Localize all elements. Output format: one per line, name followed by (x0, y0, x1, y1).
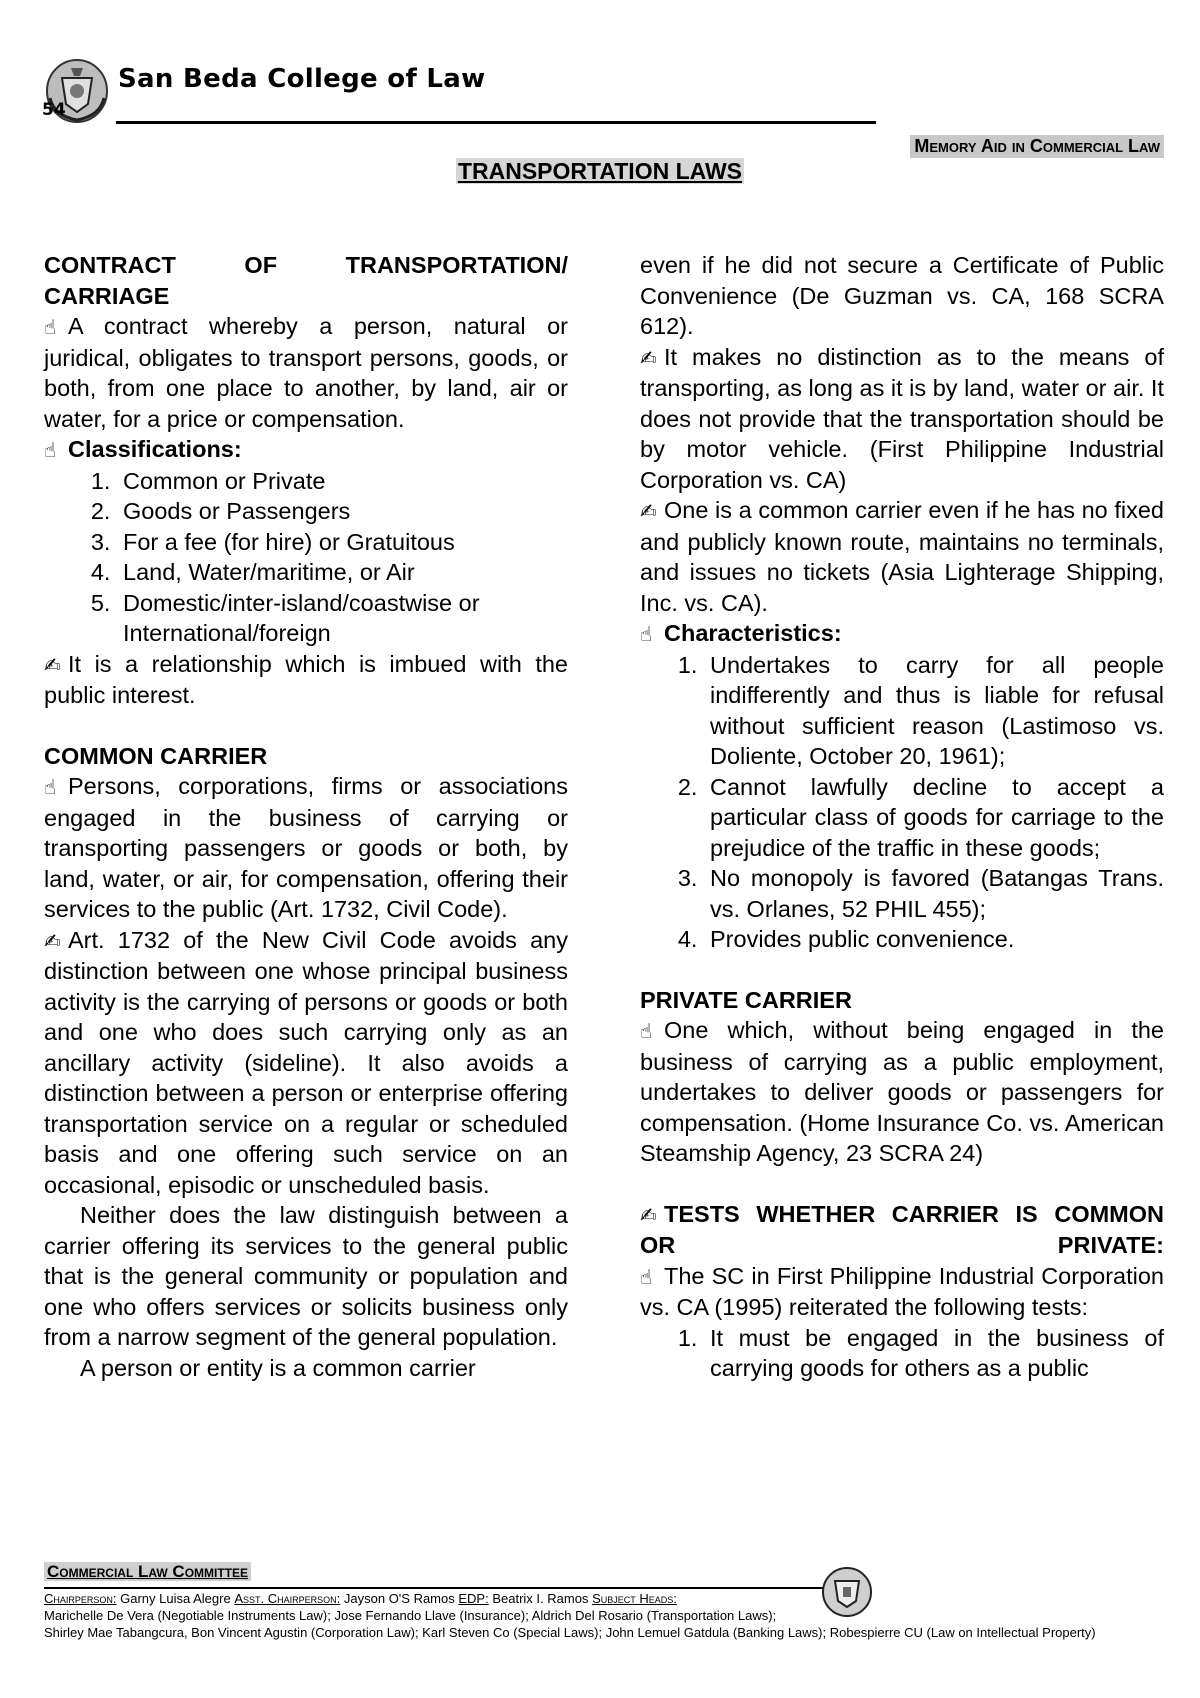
classifications-label: Classifications: (68, 436, 242, 462)
list-item: 1. It must be engaged in the business of carrying goods for others as a public (704, 1323, 1164, 1384)
page-title: TRANSPORTATION LAWS (457, 158, 743, 184)
list-item: 4. Land, Water/maritime, or Air (117, 557, 568, 588)
list-item: 1. Common or Private (117, 466, 568, 497)
paragraph-continued: even if he did not secure a Certificate of Public Convenience (De Guzman vs. CA, 168 SCRA 612). (640, 252, 1164, 339)
text: A contract whereby a person, natural or juridical, obligates to transport persons, goods, or both, from one place to another, by land, air or water, for a price or compensation. (44, 313, 568, 432)
classifications-label-row (44, 434, 568, 466)
edp-label: EDP: (458, 1591, 489, 1606)
page-title-wrap (0, 158, 1200, 185)
spacer (640, 1169, 1164, 1199)
paragraph-person: A person or entity is a common carrier (80, 1354, 476, 1381)
edp-name: Beatrix I. Ramos (492, 1591, 589, 1606)
memory-aid-label: Memory Aid in Commercial Law (910, 135, 1164, 158)
asst-label: Asst. Chairperson: (234, 1591, 341, 1606)
characteristics-list (640, 650, 1164, 955)
committee-name: Commercial Law Committee (44, 1562, 251, 1581)
text: Persons, corporations, firms or associations engaged in the business of carrying or transporting passengers or goods or both, by land, water, or air, for compensation, offering their services to the public (Art. 1732, Civil Code). (44, 773, 568, 922)
writing-hand-icon: ✍ (640, 345, 657, 370)
paragraph-tests (640, 1261, 1164, 1323)
paragraph-art1732 (44, 925, 568, 1201)
paragraph-contract-def (44, 311, 568, 434)
list-item: 1. Undertakes to carry for all people indifferently and thus is liable for refusal without sufficient reason (Lastimoso vs. Doliente, October 20, 1961); (704, 650, 1164, 772)
writing-hand-icon: ✍ (640, 1202, 657, 1227)
paragraph-relationship (44, 649, 568, 711)
list-item: 3. No monopoly is favored (Batangas Trans. vs. Orlanes, 52 PHIL 455); (704, 863, 1164, 924)
classifications-list (44, 466, 568, 649)
tests-list (640, 1323, 1164, 1384)
chair-name: Garny Luisa Alegre (120, 1591, 231, 1606)
list-item: 4. Provides public convenience. (704, 924, 1164, 955)
footer-credits (44, 1590, 1174, 1641)
footer-divider (44, 1587, 824, 1589)
footer (44, 1563, 1174, 1581)
paragraph-route (640, 495, 1164, 618)
spacer (44, 711, 568, 741)
heads-label: Subject Heads: (592, 1591, 677, 1606)
heading-common-carrier: COMMON CARRIER (44, 742, 268, 769)
paragraph-private-def (640, 1015, 1164, 1169)
heading-tests (640, 1199, 1164, 1261)
committee-seal-logo (820, 1565, 874, 1619)
right-column (640, 250, 1164, 1384)
footer-line-1 (44, 1590, 1174, 1607)
page-number: 54 (42, 100, 66, 120)
writing-hand-icon: ✍ (44, 928, 61, 953)
text: One which, without being engaged in the business of carrying as a public employment, undertakes to deliver goods or passengers for compensation. (Home Insurance Co. vs. American Steamship Agency, 23 SCRA 24) (640, 1017, 1164, 1166)
heading-contract: CONTRACT OF TRANSPORTATION/ CARRIAGE (44, 252, 568, 309)
chair-label: Chairperson: (44, 1591, 117, 1606)
left-column (44, 250, 568, 1383)
paragraph-neither: Neither does the law distinguish between a carrier offering its services to the general public that is the general community or population and one who offers services or solicits business only from a narrow segment of the general population. (44, 1202, 568, 1350)
header-divider (116, 121, 876, 124)
footer-line-2: Marichelle De Vera (Negotiable Instruments Law); Jose Fernando Llave (Insurance); Aldrich Del Rosario (Transportation Laws); (44, 1608, 777, 1623)
pointer-icon: ☝ (44, 775, 57, 799)
pointer-icon: ☝ (640, 1264, 653, 1289)
asst-name: Jayson O'S Ramos (343, 1591, 455, 1606)
college-name: San Beda College of Law (118, 64, 486, 94)
paragraph-common-def (44, 771, 568, 925)
list-item: 5. Domestic/inter-island/coastwise or International/foreign (117, 588, 568, 649)
pointer-icon: ☝ (44, 438, 57, 462)
list-item: 2. Goods or Passengers (117, 496, 568, 527)
pointer-icon: ☝ (44, 315, 57, 339)
text: Art. 1732 of the New Civil Code avoids any distinction between one whose principal business activity is the carrying of persons or goods or both and one who does such carrying only as an ancillary activity (sideline). It also avoids a distinction between a person or enterprise offering transportation service on a regular or scheduled basis and one offering such service on an occasional, episodic or unscheduled basis. (44, 926, 568, 1198)
list-item: 2. Cannot lawfully decline to accept a particular class of goods for carriage to the prejudice of the traffic in these goods; (704, 772, 1164, 864)
writing-hand-icon: ✍ (44, 652, 61, 677)
footer-line-3: Shirley Mae Tabangcura, Bon Vincent Agustin (Corporation Law); Karl Steven Co (Special Laws); John Lemuel Gatdula (Banking Laws); Robespierre CU (Law on Intellectual Property) (44, 1625, 1096, 1640)
text: One is a common carrier even if he has no fixed and publicly known route, maintains no terminals, and issues no tickets (Asia Lighterage Shipping, Inc. vs. CA). (640, 497, 1164, 616)
text: TESTS WHETHER CARRIER IS COMMON OR PRIVATE: (640, 1200, 1164, 1258)
pointer-icon: ☝ (640, 1019, 653, 1043)
list-item: 3. For a fee (for hire) or Gratuitous (117, 527, 568, 558)
text: The SC in First Philippine Industrial Corporation vs. CA (1995) reiterated the following tests: (640, 1262, 1164, 1320)
pointer-icon: ☝ (640, 622, 653, 646)
text: It makes no distinction as to the means of transporting, as long as it is by land, water or air. It does not provide that the transportation should be by motor vehicle. (First Philippine Industrial Corporation vs. CA) (640, 343, 1164, 493)
characteristics-label-row (640, 618, 1164, 650)
writing-hand-icon: ✍ (640, 499, 657, 523)
spacer (640, 955, 1164, 985)
paragraph-means (640, 342, 1164, 496)
heading-private-carrier: PRIVATE CARRIER (640, 986, 852, 1013)
characteristics-label: Characteristics: (664, 620, 842, 646)
text: It is a relationship which is imbued with the public interest. (44, 650, 568, 708)
